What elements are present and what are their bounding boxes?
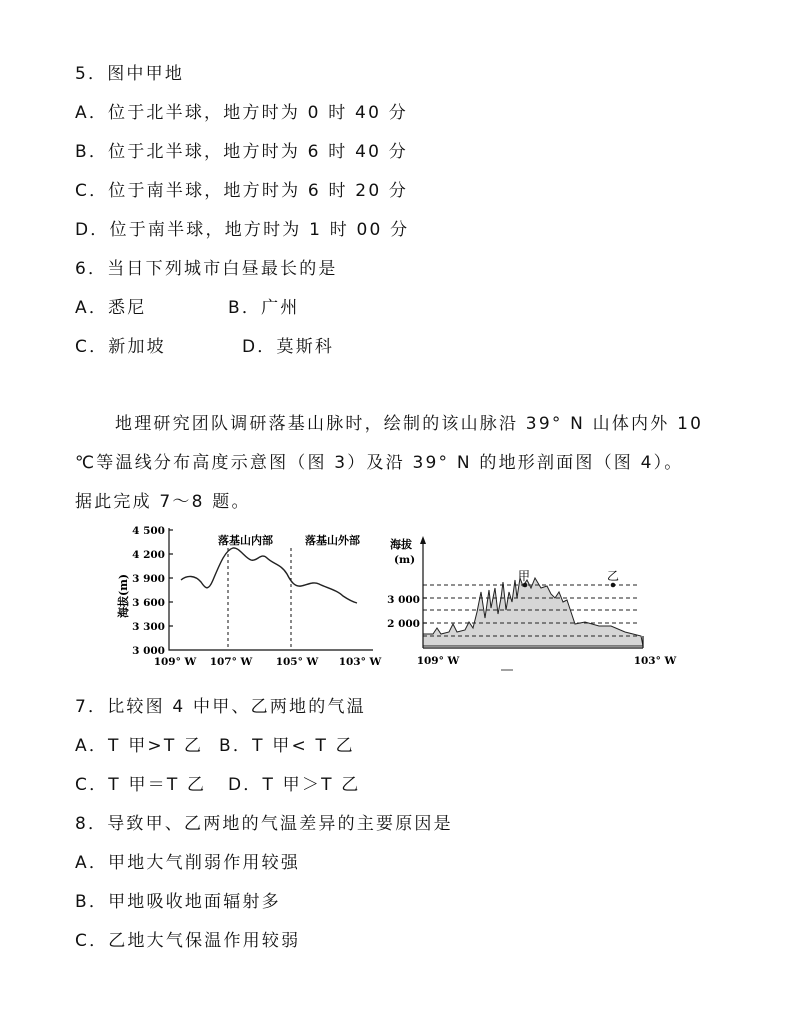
fig4-label-yi: 乙 xyxy=(607,569,620,583)
passage xyxy=(75,412,735,529)
fig4-y-axis-arrow xyxy=(420,536,426,544)
fig4-xtick-103w: 103° W xyxy=(633,655,677,667)
fig4-ytick-3000: 3 000 xyxy=(387,594,420,606)
q7-option-c: C．T 甲＝T 乙 xyxy=(75,775,207,795)
q5-option-d: D．位于南半球，地方时为 1 时 00 分 xyxy=(75,220,410,240)
passage-line-3: 据此完成 7～8 题。 xyxy=(75,492,251,512)
q5-stem: 5．图中甲地 xyxy=(75,64,185,84)
q6-option-b: B．广州 xyxy=(228,298,300,318)
q8-option-b: B．甲地吸收地面辐射多 xyxy=(75,892,281,912)
fig3-inner-label: 落基山内部 xyxy=(218,534,273,547)
fig3-xtick-109w: 109° W xyxy=(153,656,197,668)
fig4-xtick-109w: 109° W xyxy=(416,655,460,667)
fig3-ytick-3000: 3 000 xyxy=(132,645,165,657)
fig4-point-yi xyxy=(611,583,616,588)
q7-option-a: A．T 甲>T 乙 xyxy=(75,736,204,756)
q5-option-c: C．位于南半球，地方时为 6 时 20 分 xyxy=(75,181,409,201)
fig4-terrain-fill xyxy=(423,578,643,646)
q5-option-a: A．位于北半球，地方时为 0 时 40 分 xyxy=(75,103,408,123)
fig3-xtick-105w: 105° W xyxy=(275,656,319,668)
q7-stem: 7．比较图 4 中甲、乙两地的气温 xyxy=(75,697,366,717)
fig4-ylabel-1: 海拔 xyxy=(390,538,412,551)
q6-stem: 6．当日下列城市白昼最长的是 xyxy=(75,259,338,279)
q8-stem: 8．导致甲、乙两地的气温差异的主要原因是 xyxy=(75,814,453,834)
fig4-ylabel-2: (m) xyxy=(394,554,416,566)
q8-option-c: C．乙地大气保温作用较弱 xyxy=(75,931,301,951)
q7-option-b: B．T 甲< T 乙 xyxy=(219,736,355,756)
figure-4-terrain-profile xyxy=(385,528,681,674)
figure-3-isotherm-chart xyxy=(115,520,385,672)
q7-option-d: D．T 甲＞T 乙 xyxy=(228,775,361,795)
fig3-xtick-107w: 107° W xyxy=(209,656,253,668)
q6-option-c: C．新加坡 xyxy=(75,337,166,357)
q5-option-b: B．位于北半球，地方时为 6 时 40 分 xyxy=(75,142,408,162)
fig3-ytick-3900: 3 900 xyxy=(132,573,165,585)
fig3-ytick-4500: 4 500 xyxy=(132,525,165,537)
passage-line-1: 地理研究团队调研落基山脉时，绘制的该山脉沿 39° N 山体内外 10 xyxy=(115,414,704,434)
fig3-ytick-3600: 3 600 xyxy=(132,597,165,609)
passage-line-2: ℃等温线分布高度示意图（图 3）及沿 39° N 的地形剖面图（图 4）。 xyxy=(75,453,684,473)
fig4-ytick-2000: 2 000 xyxy=(387,618,420,630)
fig3-xtick-103w: 103° W xyxy=(338,656,382,668)
fig3-ytick-4200: 4 200 xyxy=(132,549,165,561)
fig3-outer-label: 落基山外部 xyxy=(305,534,360,547)
fig3-ytick-3300: 3 300 xyxy=(132,621,165,633)
fig3-isotherm-curve xyxy=(181,548,357,603)
fig3-ylabel: 海拔(m) xyxy=(117,573,130,618)
fig4-label-jia: 甲 xyxy=(518,569,531,583)
q6-option-d: D．莫斯科 xyxy=(242,337,335,357)
fig4-point-jia xyxy=(523,583,528,588)
q6-option-a: A．悉尼 xyxy=(75,298,147,318)
q8-option-a: A．甲地大气削弱作用较强 xyxy=(75,853,301,873)
